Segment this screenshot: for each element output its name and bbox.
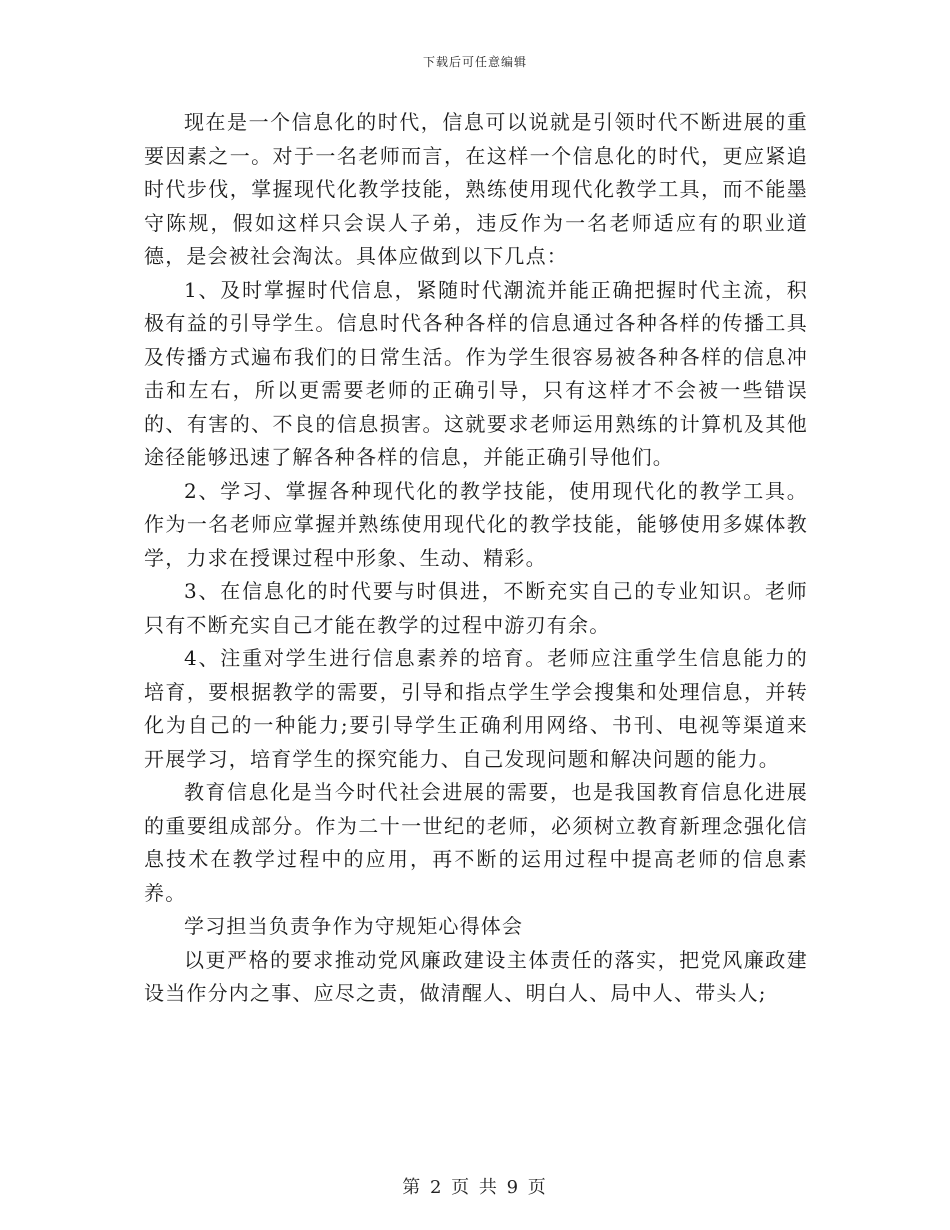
paragraph-point-1: 1、及时掌握时代信息，紧随时代潮流并能正确把握时代主流，积极有益的引导学生。信息时代各种各样的信息通过各种各样的传播工具及传播方式遍布我们的日常生活。作为学生很容易被各种各样的信息冲击和左右，所以更需要老师的正确引导，只有这样才不会被一些错误的、有害的、不良的信息损害。这就要求老师运用熟练的计算机及其他途径能够迅速了解各种各样的信息，并能正确引导他们。 <box>144 277 808 469</box>
paragraph-section-start: 以更严格的要求推动党风廉政建设主体责任的落实，把党风廉政建设当作分内之事、应尽之责，做清醒人、明白人、局中人、带头人; <box>144 947 808 1005</box>
paragraph-point-4: 4、注重对学生进行信息素养的培育。老师应注重学生信息能力的培育，要根据教学的需要，引导和指点学生学会搜集和处理信息，并转化为自己的一种能力;要引导学生正确利用网络、书刊、电视等渠道来开展学习，培育学生的探究能力、自己发现问题和解决问题的能力。 <box>144 646 808 771</box>
section-title: 学习担当负责争作为守规矩心得体会 <box>184 914 524 938</box>
page-header: 下载后可任意编辑 <box>422 55 527 69</box>
paragraph-point-2: 2、学习、掌握各种现代化的教学技能，使用现代化的教学工具。作为一名老师应掌握并熟练使用现代化的教学技能，能够使用多媒体教学，力求在授课过程中形象、生动、精彩。 <box>144 478 808 570</box>
document-body <box>144 106 808 1011</box>
paragraph-intro: 现在是一个信息化的时代，信息可以说就是引领时代不断进展的重要因素之一。对于一名老师而言，在这样一个信息化的时代，更应紧追时代步伐，掌握现代化教学技能，熟练使用现代化教学工具，而不能墨守陈规，假如这样只会误人子弟，违反作为一名老师适应有的职业道德，是会被社会淘汰。具体应做到以下几点： <box>144 110 808 268</box>
paragraph-point-3: 3、在信息化的时代要与时俱进，不断充实自己的专业知识。老师只有不断充实自己才能在教学的过程中游刃有余。 <box>144 579 808 637</box>
paragraph-conclusion: 教育信息化是当今时代社会进展的需要，也是我国教育信息化进展的重要组成部分。作为二十一世纪的老师，必须树立教育新理念强化信息技术在教学过程中的应用，再不断的运用过程中提高老师的信息素养。 <box>144 780 808 905</box>
page-footer: 第 2 页 共 9 页 <box>402 1177 548 1198</box>
